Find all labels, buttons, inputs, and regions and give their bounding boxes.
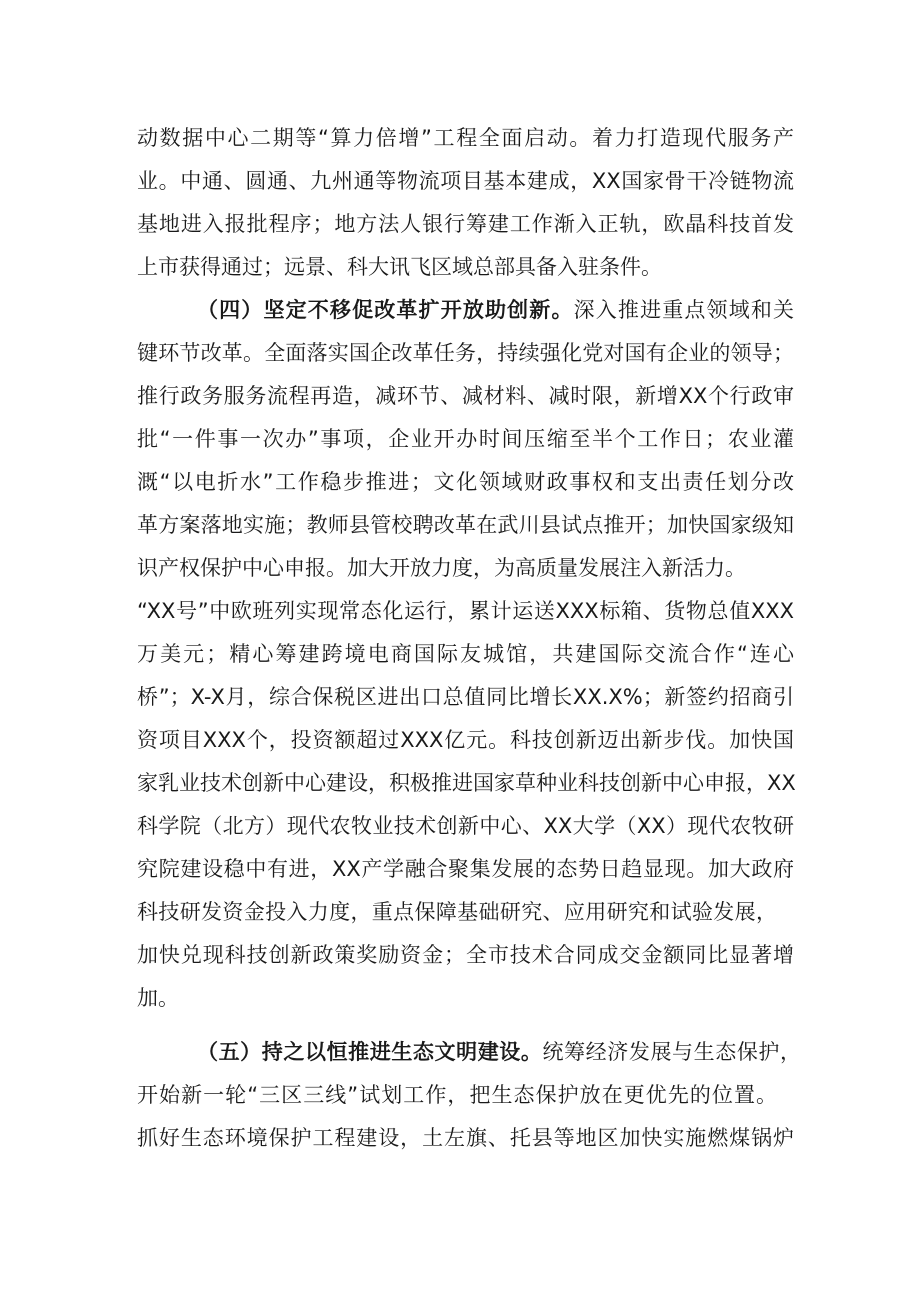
paragraph-text: 究院建设稳中有进，XX产学融合聚集发展的态势日趋显现。加大政府 [137, 857, 794, 881]
paragraph-text: 万美元；精心筹建跨境电商国际友城馆，共建国际交流合作“连心 [137, 642, 794, 666]
paragraph-text: 动数据中心二期等“算力倍增”工程全面启动。着力打造现代服务产 [137, 126, 794, 150]
paragraph-text: 科学院（北方）现代农牧业技术创新中心、XX大学（XX）现代农牧研 [137, 814, 794, 838]
paragraph-text: 统筹经济发展与生态保护， [542, 1040, 802, 1064]
paragraph-text: 推行政务服务流程再造，减环节、减材料、减时限，新增XX个行政审 [137, 384, 794, 408]
paragraph-text: 上市获得通过；远景、科大讯飞区域总部具备入驻条件。 [137, 255, 662, 279]
paragraph-text: 抓好生态环境保护工程建设，土左旗、托县等地区加快实施燃煤锅炉 [137, 1126, 794, 1150]
paragraph-first-line [197, 294, 794, 326]
paragraph-text: 深入推进重点领域和关 [573, 298, 795, 322]
paragraph-text: 溉“以电折水”工作稳步推进；文化领域财政事权和支出责任划分改 [137, 470, 794, 494]
paragraph-text: 资项目XXX个，投资额超过XXX亿元。科技创新迈出新步伐。加快国 [137, 728, 794, 752]
section-heading: （四）坚定不移促改革扩开放助创新。 [197, 298, 574, 322]
paragraph-text: 桥”；X-X月，综合保税区进出口总值同比增长XX.X%；新签约招商引 [137, 685, 794, 709]
paragraph-text: “XX号”中欧班列实现常态化运行，累计运送XXX标箱、货物总值XXX [137, 599, 794, 623]
paragraph-text: 革方案落地实施；教师县管校聘改革在武川县试点推开；加快国家级知 [137, 513, 794, 537]
paragraph-text: 科技研发资金投入力度，重点保障基础研究、应用研究和试验发展， [137, 900, 777, 924]
paragraph-text: 加快兑现科技创新政策奖励资金；全市技术合同成交金额同比显著增 [137, 943, 794, 967]
paragraph-text: 业。中通、圆通、九州通等物流项目基本建成，XX国家骨干冷链物流 [137, 169, 794, 193]
paragraph-text: 键环节改革。全面落实国企改革任务，持续强化党对国有企业的领导； [137, 341, 794, 365]
paragraph-text: 批“一件事一次办”事项，企业开办时间压缩至半个工作日；农业灌 [137, 427, 794, 451]
paragraph-first-line [197, 1036, 801, 1068]
section-heading: （五）持之以恒推进生态文明建设。 [197, 1040, 543, 1064]
paragraph-text: 识产权保护中心申报。加大开放力度，为高质量发展注入新活力。 [137, 556, 746, 580]
paragraph-text: 加。 [137, 986, 179, 1010]
paragraph-text: 家乳业技术创新中心建设，积极推进国家草种业科技创新中心申报，XX [137, 771, 796, 795]
paragraph-text: 开始新一轮“三区三线”试划工作，把生态保护放在更优先的位置。 [137, 1083, 777, 1107]
paragraph-text: 基地进入报批程序；地方法人银行筹建工作渐入正轨，欧晶科技首发 [137, 212, 794, 236]
